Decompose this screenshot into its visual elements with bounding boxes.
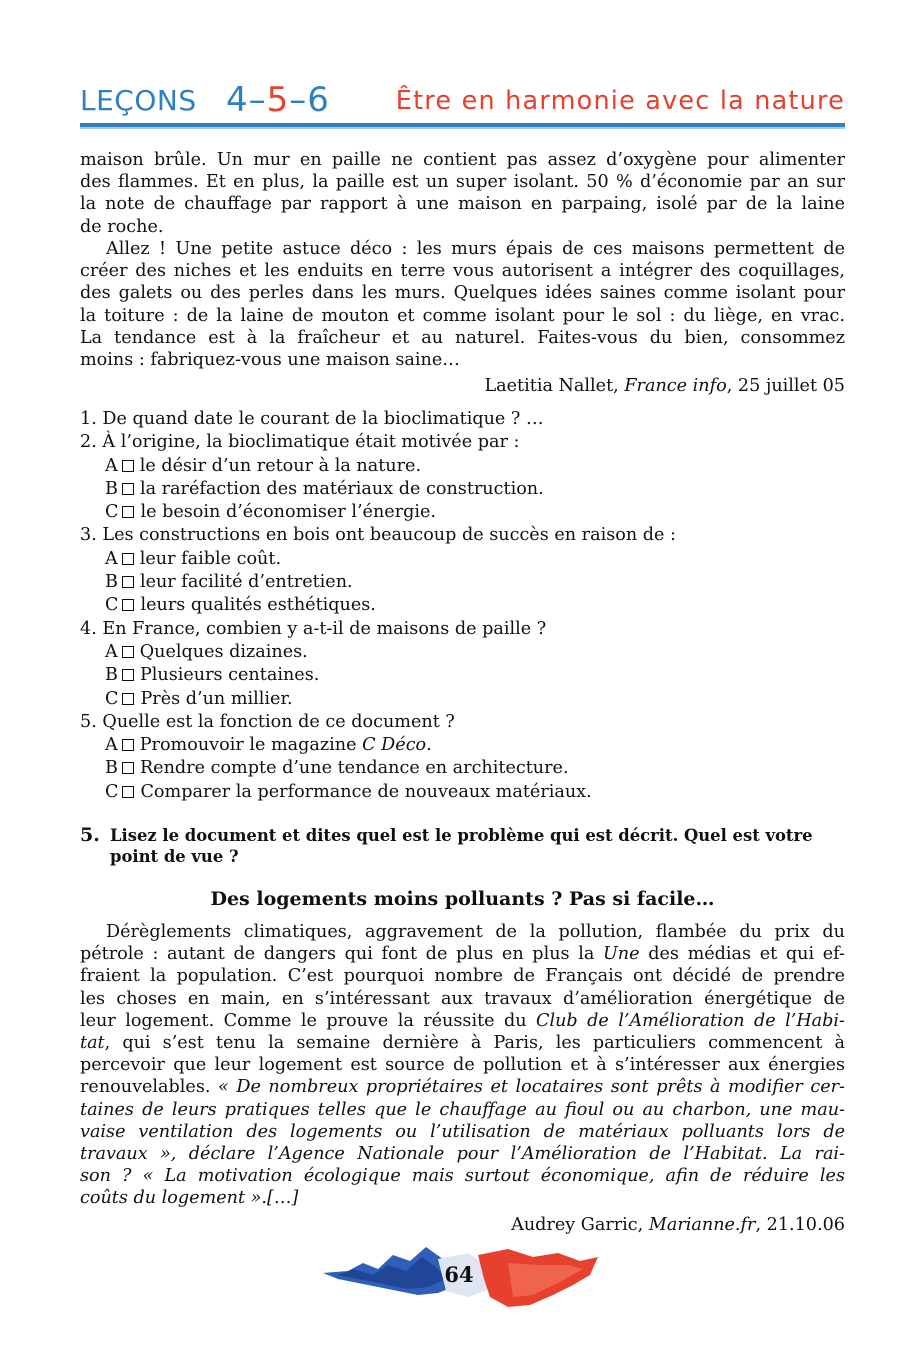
article1-line: des flammes. Et en plus, la paille est un super isolant. 50 % d’économie par an sur (80, 172, 845, 193)
source-publication: Marianne.fr (648, 1215, 756, 1235)
task-line: Lisez le document et dites quel est le problème qui est décrit. Quel est votre (110, 826, 813, 845)
checkbox[interactable] (122, 506, 134, 518)
article1-source (80, 375, 845, 397)
article2-line: tat, qui s’est tenu la semaine dernière à Paris, les particuliers commencent à (80, 1033, 845, 1054)
checkbox[interactable] (122, 739, 134, 751)
lesson-num-6: 6 (307, 80, 330, 120)
article1-line: maison brûle. Un mur en paille ne contient pas assez d’oxygène pour alimenter (80, 150, 845, 170)
checkbox[interactable] (122, 786, 134, 798)
checkbox[interactable] (122, 646, 134, 658)
question-text: Les constructions en bois ont beaucoup de succès en raison de : (102, 525, 676, 546)
article1-paragraph1 (80, 149, 845, 238)
option-letter: B (105, 665, 118, 686)
source-author: Laetitia Nallet, (484, 376, 625, 396)
article1-line: la toiture : de la laine de mouton et comme isolant pour le sol : du liège, en vrac. (80, 305, 845, 326)
lesson-num-4: 4 (226, 80, 249, 120)
option-text: Quelques dizaines. (139, 641, 308, 662)
article2-source (80, 1214, 845, 1236)
option-text: leurs qualités esthétiques. (140, 595, 376, 616)
option-letter: A (105, 548, 118, 569)
question-text: À l’origine, la bioclimatique était motivée par : (102, 432, 520, 453)
option-letter: C (105, 595, 119, 616)
question-2 (80, 431, 845, 454)
option-text: Rendre compte d’une tendance en architecture. (139, 758, 569, 779)
article2-line: coûts du logement ».[…] (80, 1188, 299, 1209)
question-number: 4. (80, 618, 97, 639)
option-5b[interactable] (80, 757, 845, 780)
option-5c[interactable] (80, 781, 845, 804)
option-letter: A (105, 455, 118, 476)
option-letter: A (105, 735, 118, 756)
article1-line: Allez ! Une petite astuce déco : les murs épais de ces maisons permettent de (106, 239, 845, 259)
page-header (80, 80, 845, 124)
option-letter: C (105, 502, 119, 523)
option-text: Plusieurs centaines. (139, 665, 320, 686)
checkbox[interactable] (122, 576, 134, 588)
checkbox[interactable] (122, 599, 134, 611)
article2-line: taines de leurs pratiques telles que le chauffage au fioul ou au charbon, une mau- (80, 1099, 845, 1120)
article2-line: leur logement. Comme le prouve la réussite du Club de l’Amélioration de l’Habi- (80, 1010, 845, 1031)
header-rule-shadow (80, 127, 845, 129)
source-author: Audrey Garric, (511, 1215, 649, 1235)
article2-line: pétrole : autant de dangers qui font de plus en plus la Une des médias et qui ef- (80, 944, 845, 965)
option-text-end: . (426, 735, 432, 756)
article1-paragraph2 (80, 238, 845, 371)
option-text: leur faible coût. (139, 548, 282, 569)
option-text: le besoin d’économiser l’énergie. (140, 502, 437, 523)
lessons-label: LEÇONS (80, 84, 197, 117)
option-2b[interactable] (80, 478, 845, 501)
option-4a[interactable] (80, 641, 845, 664)
checkbox[interactable] (122, 553, 134, 565)
question-number: 2. (80, 432, 97, 453)
page-number: 64 (444, 1262, 474, 1287)
article1-line: des galets ou des perles dans les murs. Quelques idées saines comme isolant pour (80, 283, 845, 304)
source-publication: France info (624, 376, 727, 396)
question-text: De quand date le courant de la bioclimatique ? … (102, 409, 544, 429)
checkbox[interactable] (122, 460, 134, 472)
option-text: Promouvoir le magazine (139, 735, 363, 756)
checkbox[interactable] (122, 693, 134, 705)
question-5 (80, 711, 845, 734)
checkbox[interactable] (122, 762, 134, 774)
magazine-title: C Déco (362, 735, 427, 756)
option-letter: C (105, 688, 119, 709)
option-4c[interactable] (80, 688, 845, 711)
article1-line: créer des niches et les enduits en terre vous autorisent a intégrer des coquillages, (80, 261, 845, 282)
article2-line: renouvelables. « De nombreux propriétaires et locataires sont prêts à modifier cer- (80, 1077, 845, 1098)
questions-list (80, 408, 845, 804)
option-text: Près d’un millier. (140, 688, 293, 709)
task-line: point de vue ? (110, 847, 239, 866)
article2-body (80, 921, 845, 1210)
option-4b[interactable] (80, 664, 845, 687)
option-letter: B (105, 478, 118, 499)
option-letter: A (105, 641, 118, 662)
article1-line: La tendance est à la fraîcheur et au naturel. Faites-vous du bien, consommez (80, 327, 845, 348)
lesson-dash-2: – (289, 80, 308, 120)
option-letter: B (105, 572, 118, 593)
article2-line: percevoir que leur logement est source de pollution et à s’intéresser aux énergies (80, 1055, 845, 1076)
task-instruction (80, 825, 845, 867)
question-1 (80, 408, 845, 431)
article1-line: de roche. (80, 216, 164, 237)
question-4 (80, 618, 845, 641)
checkbox[interactable] (122, 669, 134, 681)
chapter-title: Être en harmonie avec la nature (395, 86, 845, 116)
option-2c[interactable] (80, 501, 845, 524)
lesson-numbers (226, 80, 330, 120)
lesson-dash-1: – (248, 80, 267, 120)
option-3a[interactable] (80, 548, 845, 571)
question-3 (80, 524, 845, 547)
article2-line: Dérèglements climatiques, aggravement de la pollution, flambée du prix du (106, 922, 845, 942)
lesson-num-5: 5 (266, 80, 290, 120)
article2-line: travaux », déclare l’Agence Nationale pour l’Amélioration de l’Habitat. La rai- (80, 1144, 845, 1165)
article1-line: la note de chauffage par rapport à une maison en parpaing, isolé par de la laine (80, 194, 845, 215)
option-letter: C (105, 781, 119, 802)
source-date: , 21.10.06 (755, 1215, 845, 1235)
option-text: le désir d’un retour à la nature. (139, 455, 422, 476)
option-text: leur facilité d’entretien. (139, 572, 353, 593)
checkbox[interactable] (122, 483, 134, 495)
question-number: 3. (80, 525, 97, 546)
question-text: Quelle est la fonction de ce document ? (102, 711, 455, 732)
article2-line: fraient la population. C’est pourquoi nombre de Français ont décidé de prendre (80, 966, 845, 987)
question-number: 5. (80, 711, 97, 732)
article2-title: Des logements moins polluants ? Pas si facile… (210, 888, 715, 910)
option-5a[interactable] (80, 734, 845, 757)
option-text: la raréfaction des matériaux de construction. (139, 478, 544, 499)
option-letter: B (105, 758, 118, 779)
question-text: En France, combien y a-t-il de maisons de paille ? (102, 618, 547, 639)
article1-line: moins : fabriquez-vous une maison saine… (80, 350, 460, 371)
article2-line: son ? « La motivation écologique mais surtout économique, afin de réduire les (80, 1166, 845, 1187)
task-number: 5. (80, 824, 100, 846)
article2-line: les choses en main, en s’intéressant aux travaux d’amélioration énergétique de (80, 988, 845, 1009)
option-2a[interactable] (80, 455, 845, 478)
article2-line: vaise ventilation des logements ou l’utilisation de matériaux polluants lors de (80, 1121, 845, 1142)
source-date: , 25 juillet 05 (726, 376, 845, 396)
option-3b[interactable] (80, 571, 845, 594)
question-number: 1. (80, 409, 97, 429)
option-text: Comparer la performance de nouveaux matériaux. (140, 781, 592, 802)
option-3c[interactable] (80, 594, 845, 617)
